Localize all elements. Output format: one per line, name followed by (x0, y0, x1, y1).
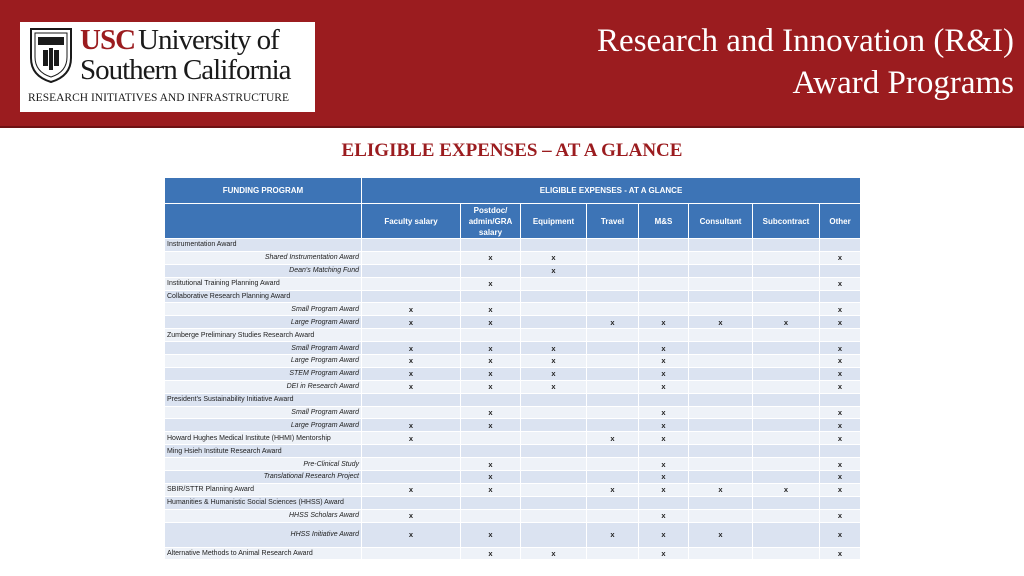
expense-cell (820, 393, 861, 406)
expense-cell (362, 393, 461, 406)
expense-cell (689, 290, 753, 303)
table-row (165, 471, 861, 484)
table-row (165, 329, 861, 342)
expense-cell (753, 432, 820, 445)
expense-cell: x (820, 432, 861, 445)
usc-seal-icon (28, 26, 74, 84)
expense-cell (587, 496, 639, 509)
column-header: Other (820, 204, 861, 239)
sub-award-label: Shared Instrumentation Award (165, 251, 362, 264)
expense-cell (689, 342, 753, 355)
expense-cell: x (362, 419, 461, 432)
program-label: Alternative Methods to Animal Research Award (165, 547, 362, 560)
expense-cell: x (521, 367, 587, 380)
expense-cell (689, 329, 753, 342)
expense-cell (753, 342, 820, 355)
expense-cell (587, 251, 639, 264)
expense-cell (587, 239, 639, 252)
expense-cell: x (461, 380, 521, 393)
expense-cell (521, 496, 587, 509)
program-label: Howard Hughes Medical Institute (HHMI) Mentorship (165, 432, 362, 445)
expense-cell: x (521, 355, 587, 368)
expense-cell: x (639, 432, 689, 445)
expense-cell (639, 290, 689, 303)
expense-cell (521, 458, 587, 471)
expense-cell (639, 277, 689, 290)
expense-cell (820, 239, 861, 252)
table-row (165, 547, 861, 560)
expense-cell: x (639, 342, 689, 355)
expense-cell (820, 329, 861, 342)
expense-cell (639, 239, 689, 252)
expense-cell: x (753, 316, 820, 329)
column-header: Equipment (521, 204, 587, 239)
expense-cell (753, 329, 820, 342)
expense-cell (587, 264, 639, 277)
logo-unit-text: RESEARCH INITIATIVES AND INFRASTRUCTURE (28, 92, 289, 104)
column-header: Faculty salary (362, 204, 461, 239)
table-row (165, 445, 861, 458)
expense-cell (689, 380, 753, 393)
expense-cell (521, 316, 587, 329)
expense-cell: x (639, 483, 689, 496)
expense-cell (639, 496, 689, 509)
expense-cell (753, 290, 820, 303)
expense-cell (521, 393, 587, 406)
table-row (165, 509, 861, 522)
title-banner (0, 0, 1024, 128)
table-row (165, 483, 861, 496)
expense-cell (362, 251, 461, 264)
expense-cell (461, 239, 521, 252)
expense-cell (753, 547, 820, 560)
expense-cell: x (461, 471, 521, 484)
expense-cell (521, 483, 587, 496)
expense-cell (689, 277, 753, 290)
expense-cell (461, 509, 521, 522)
expense-cell: x (362, 509, 461, 522)
expense-cell (753, 509, 820, 522)
expense-cell (587, 290, 639, 303)
expense-cell: x (820, 251, 861, 264)
expense-cell (587, 277, 639, 290)
expense-cell: x (820, 303, 861, 316)
expense-cell: x (639, 458, 689, 471)
expense-cell (587, 329, 639, 342)
expense-cell (689, 355, 753, 368)
expense-cell (362, 458, 461, 471)
expense-cell (689, 419, 753, 432)
expense-cell (689, 239, 753, 252)
expense-cell (362, 471, 461, 484)
expense-cell (587, 458, 639, 471)
expense-cell: x (362, 367, 461, 380)
table-row (165, 342, 861, 355)
expense-cell (753, 496, 820, 509)
expense-cell (587, 406, 639, 419)
expense-cell (521, 509, 587, 522)
program-label: Ming Hsieh Institute Research Award (165, 445, 362, 458)
expense-cell (521, 239, 587, 252)
expense-cell (820, 445, 861, 458)
program-label: Zumberge Preliminary Studies Research Award (165, 329, 362, 342)
table-row (165, 380, 861, 393)
expense-cell (689, 251, 753, 264)
expense-cell: x (820, 419, 861, 432)
expense-cell: x (521, 264, 587, 277)
table-row (165, 239, 861, 252)
expense-cell (753, 380, 820, 393)
expense-cell: x (362, 355, 461, 368)
expense-cell: x (461, 522, 521, 547)
expense-cell (587, 303, 639, 316)
expense-cell: x (461, 547, 521, 560)
table-row (165, 522, 861, 547)
expense-cell (461, 329, 521, 342)
sub-award-label: HHSS Initiative Award (165, 522, 362, 547)
expense-cell (587, 380, 639, 393)
expense-cell: x (639, 471, 689, 484)
expense-cell (753, 419, 820, 432)
expense-cell (639, 264, 689, 277)
expense-cell (362, 329, 461, 342)
expense-cell: x (639, 522, 689, 547)
expense-cell (753, 367, 820, 380)
sub-award-label: Small Program Award (165, 406, 362, 419)
expense-cell: x (639, 380, 689, 393)
logo-university-text: University of (138, 24, 279, 56)
sub-award-label: Pre-Clinical Study (165, 458, 362, 471)
table-row (165, 264, 861, 277)
expense-cell: x (521, 547, 587, 560)
expense-cell (753, 264, 820, 277)
logo-southern-california-text: Southern California (80, 54, 291, 86)
expense-cell: x (820, 522, 861, 547)
expense-cell (521, 406, 587, 419)
expense-cell: x (820, 458, 861, 471)
expense-cell: x (362, 432, 461, 445)
table-row (165, 367, 861, 380)
expense-cell (689, 367, 753, 380)
expense-cell: x (820, 355, 861, 368)
expense-cell (753, 239, 820, 252)
expense-cell: x (820, 483, 861, 496)
page-title-line2: Award Programs (792, 65, 1014, 101)
expense-cell (587, 547, 639, 560)
expense-cell (820, 264, 861, 277)
expense-cell (521, 329, 587, 342)
usc-logo (20, 22, 315, 112)
expense-cell (639, 329, 689, 342)
expense-cell (689, 264, 753, 277)
sub-award-label: Large Program Award (165, 355, 362, 368)
program-label: President's Sustainability Initiative Award (165, 393, 362, 406)
table-row (165, 393, 861, 406)
expense-cell (362, 277, 461, 290)
table-row (165, 316, 861, 329)
expense-cell (521, 303, 587, 316)
expense-cell (521, 432, 587, 445)
expense-cell: x (362, 342, 461, 355)
column-header: Postdoc/ admin/GRA salary (461, 204, 521, 239)
expense-cell (820, 496, 861, 509)
table-row (165, 277, 861, 290)
expense-cell (362, 547, 461, 560)
expense-cell: x (639, 367, 689, 380)
table-row (165, 355, 861, 368)
sub-award-label: Large Program Award (165, 419, 362, 432)
sub-award-label: DEI in Research Award (165, 380, 362, 393)
expense-cell (753, 251, 820, 264)
expense-cell: x (461, 406, 521, 419)
expense-cell: x (820, 380, 861, 393)
page-title (597, 20, 1014, 104)
expense-cell (521, 290, 587, 303)
expense-cell (461, 445, 521, 458)
table-row (165, 432, 861, 445)
sub-award-label: Translational Research Project (165, 471, 362, 484)
expense-cell: x (461, 367, 521, 380)
table-row (165, 419, 861, 432)
expense-cell (753, 406, 820, 419)
section-subtitle: ELIGIBLE EXPENSES – AT A GLANCE (341, 140, 683, 161)
expense-cell: x (461, 251, 521, 264)
sub-award-label: Dean's Matching Fund (165, 264, 362, 277)
expense-cell: x (639, 419, 689, 432)
column-header: Subcontract (753, 204, 820, 239)
expense-cell (362, 290, 461, 303)
expense-cell: x (362, 316, 461, 329)
expense-cell (753, 522, 820, 547)
expense-cell: x (820, 547, 861, 560)
expense-cell (362, 239, 461, 252)
logo-usc-text: USC (80, 24, 136, 56)
expense-cell (521, 522, 587, 547)
expense-cell (521, 471, 587, 484)
expense-cell: x (461, 342, 521, 355)
program-label: Instrumentation Award (165, 239, 362, 252)
expense-cell: x (820, 316, 861, 329)
expense-cell: x (820, 471, 861, 484)
expense-cell (362, 445, 461, 458)
expense-cell: x (639, 316, 689, 329)
expense-cell (689, 496, 753, 509)
expense-cell: x (639, 547, 689, 560)
program-label: Humanities & Humanistic Social Sciences (HHSS) Award (165, 496, 362, 509)
funding-program-subheader (165, 204, 362, 239)
expense-cell: x (362, 483, 461, 496)
expense-cell (689, 458, 753, 471)
expense-cell (689, 432, 753, 445)
expense-cell: x (639, 406, 689, 419)
expense-cell (689, 471, 753, 484)
expense-cell (639, 393, 689, 406)
table-row (165, 251, 861, 264)
expense-cell: x (362, 522, 461, 547)
expense-cell (753, 355, 820, 368)
program-label: SBIR/STTR Planning Award (165, 483, 362, 496)
expense-cell: x (461, 277, 521, 290)
expense-cell: x (461, 303, 521, 316)
expense-cell (639, 303, 689, 316)
column-header: M&S (639, 204, 689, 239)
expense-cell (461, 264, 521, 277)
table-row (165, 303, 861, 316)
eligible-expenses-header: ELIGIBLE EXPENSES - AT A GLANCE (362, 178, 861, 204)
expense-cell (639, 251, 689, 264)
expense-cell (587, 419, 639, 432)
expense-cell (820, 290, 861, 303)
expense-cell: x (753, 483, 820, 496)
expense-cell: x (820, 406, 861, 419)
expense-cell: x (521, 380, 587, 393)
expense-cell (461, 393, 521, 406)
expense-cell (753, 471, 820, 484)
expense-cell (689, 393, 753, 406)
expense-cell (689, 509, 753, 522)
expense-cell (689, 303, 753, 316)
page-title-line1: Research and Innovation (R&I) (597, 23, 1014, 59)
expense-cell: x (587, 316, 639, 329)
expense-cell (587, 367, 639, 380)
expense-cell (362, 264, 461, 277)
expense-cell: x (689, 522, 753, 547)
expense-cell (587, 445, 639, 458)
expense-cell (362, 406, 461, 419)
expense-cell (362, 496, 461, 509)
expense-cell: x (362, 303, 461, 316)
expense-cell: x (521, 251, 587, 264)
expense-cell (587, 393, 639, 406)
column-header: Travel (587, 204, 639, 239)
expense-cell (689, 406, 753, 419)
expense-cell (587, 509, 639, 522)
expense-cell: x (461, 483, 521, 496)
expense-cell: x (689, 316, 753, 329)
expense-cell: x (820, 342, 861, 355)
expense-cell (521, 277, 587, 290)
expense-cell (461, 290, 521, 303)
funding-program-header: FUNDING PROGRAM (165, 178, 362, 204)
eligible-expenses-table (164, 177, 861, 560)
expense-cell (753, 445, 820, 458)
sub-award-label: Large Program Award (165, 316, 362, 329)
expense-cell: x (521, 342, 587, 355)
sub-award-label: STEM Program Award (165, 367, 362, 380)
expense-cell: x (461, 355, 521, 368)
expense-cell: x (689, 483, 753, 496)
sub-award-label: Small Program Award (165, 303, 362, 316)
expense-cell: x (461, 316, 521, 329)
expense-cell (587, 355, 639, 368)
table-row (165, 496, 861, 509)
expense-cell (521, 445, 587, 458)
program-label: Institutional Training Planning Award (165, 277, 362, 290)
expense-cell: x (639, 509, 689, 522)
expense-cell: x (362, 380, 461, 393)
expense-cell: x (820, 367, 861, 380)
expense-cell: x (461, 419, 521, 432)
expense-cell (521, 419, 587, 432)
expense-cell: x (461, 458, 521, 471)
expense-cell: x (587, 432, 639, 445)
sub-award-label: HHSS Scholars Award (165, 509, 362, 522)
sub-award-label: Small Program Award (165, 342, 362, 355)
expense-cell: x (639, 355, 689, 368)
expense-cell: x (820, 509, 861, 522)
expense-cell (753, 393, 820, 406)
expense-cell: x (820, 277, 861, 290)
expense-cell (639, 445, 689, 458)
expense-cell (587, 471, 639, 484)
expense-cell (461, 496, 521, 509)
expense-cell (753, 277, 820, 290)
expense-cell (461, 432, 521, 445)
program-label: Collaborative Research Planning Award (165, 290, 362, 303)
expense-cell (689, 547, 753, 560)
expense-cell: x (587, 483, 639, 496)
table-row (165, 406, 861, 419)
expense-cell (753, 458, 820, 471)
expense-cell (753, 303, 820, 316)
column-header: Consultant (689, 204, 753, 239)
table-row (165, 458, 861, 471)
expense-cell: x (587, 522, 639, 547)
table-row (165, 290, 861, 303)
expense-cell (587, 342, 639, 355)
expense-cell (689, 445, 753, 458)
